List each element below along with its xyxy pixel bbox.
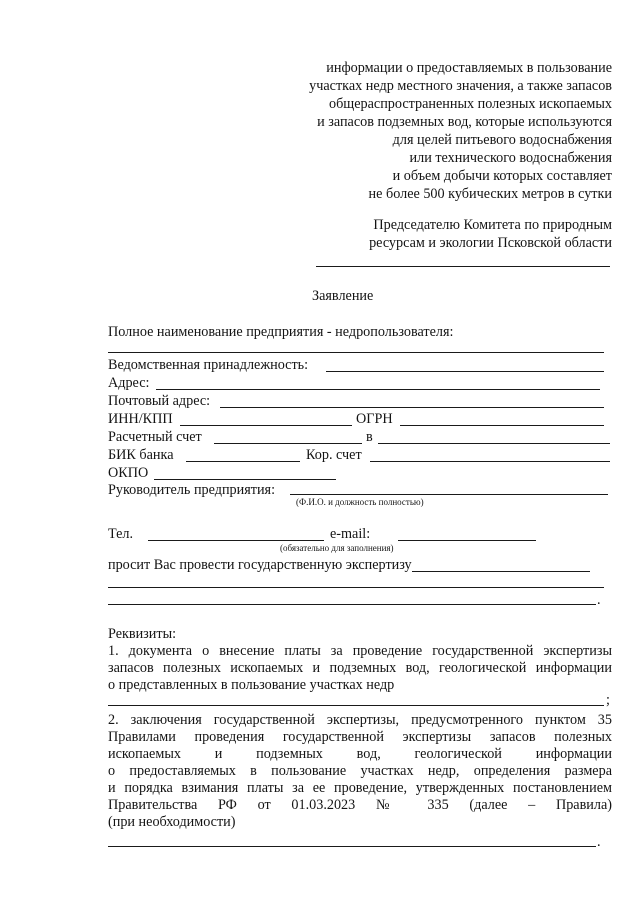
inn-kpp-field[interactable]	[180, 425, 352, 426]
requisite-2-line: и порядка взимания платы за ее проведение, утвержденных постановлением	[108, 780, 612, 796]
requisite-1-line: запасов полезных ископаемых и подземных вод, геологической информации	[108, 660, 612, 676]
account-field[interactable]	[214, 443, 362, 444]
request-period: .	[597, 592, 601, 608]
request-field-line-2[interactable]	[108, 587, 604, 588]
corr-account-label: Кор. счет	[306, 447, 362, 463]
requisite-2-line: (при необходимости)	[108, 814, 236, 830]
header-line: информации о предоставляемых в пользование	[326, 60, 612, 76]
addressee-signature-line[interactable]	[316, 266, 610, 267]
header-line: для целей питьевого водоснабжения	[392, 132, 612, 148]
okpo-field[interactable]	[154, 479, 336, 480]
account-label: Расчетный счет	[108, 429, 202, 445]
requisite-2-line: ископаемых и подземных вод, геологической информации	[108, 746, 612, 762]
addressee-line: ресурсам и экологии Псковской области	[369, 235, 612, 251]
full-name-label: Полное наименование предприятия - недропользователя:	[108, 324, 454, 340]
ogrn-field[interactable]	[400, 425, 604, 426]
head-hint: (Ф.И.О. и должность полностью)	[296, 497, 424, 507]
requisite-1-field[interactable]	[108, 705, 604, 706]
bik-field[interactable]	[186, 461, 300, 462]
department-field[interactable]	[326, 371, 604, 372]
bank-in-label: в	[366, 429, 373, 445]
requisite-1-line: о представленных в пользование участках недр	[108, 677, 395, 693]
postal-address-field[interactable]	[220, 407, 604, 408]
department-label: Ведомственная принадлежность:	[108, 357, 309, 373]
bik-label: БИК банка	[108, 447, 174, 463]
header-line: и запасов подземных вод, которые используются	[317, 114, 612, 130]
requisite-2-line: о предоставляемых в пользование участках недр, определения размера	[108, 763, 612, 779]
requisite-1-line: 1. документа о внесение платы за проведение государственной экспертизы	[108, 643, 612, 659]
header-line: общераспространенных полезных ископаемых	[328, 96, 612, 112]
email-label: e-mail:	[330, 526, 371, 542]
bank-name-field[interactable]	[378, 443, 610, 444]
email-hint: (обязательно для заполнения)	[280, 543, 394, 553]
phone-field[interactable]	[148, 540, 324, 541]
requisite-2-line: 2. заключения государственной экспертизы, предусмотренного пунктом 35	[108, 712, 612, 728]
requisites-heading: Реквизиты:	[108, 626, 177, 642]
header-line: не более 500 кубических метров в сутки	[368, 186, 612, 202]
address-field[interactable]	[156, 389, 600, 390]
document-title: Заявление	[312, 288, 374, 304]
corr-account-field[interactable]	[370, 461, 610, 462]
header-line: или технического водоснабжения	[409, 150, 612, 166]
okpo-label: ОКПО	[108, 465, 149, 481]
phone-label: Тел.	[108, 526, 134, 542]
request-field[interactable]	[412, 571, 590, 572]
inn-kpp-label: ИНН/КПП	[108, 411, 173, 427]
request-field-line-3[interactable]	[108, 604, 596, 605]
requisite-2-field[interactable]	[108, 846, 596, 847]
full-name-field[interactable]	[108, 352, 604, 353]
postal-address-label: Почтовый адрес:	[108, 393, 211, 409]
address-label: Адрес:	[108, 375, 150, 391]
requisite-2-period: .	[597, 834, 601, 850]
requisite-2-line: Правительства РФ от 01.03.2023 № 335 (далее – Правила)	[108, 797, 612, 813]
header-line: и объем добычи которых составляет	[392, 168, 612, 184]
head-field[interactable]	[290, 494, 608, 495]
head-label: Руководитель предприятия:	[108, 482, 276, 498]
requisite-1-semicolon: ;	[606, 692, 610, 708]
requisite-2-line: Правилами проведения государственной экспертизы запасов полезных	[108, 729, 612, 745]
request-text: просит Вас провести государственную экспертизу	[108, 557, 412, 573]
header-line: участках недр местного значения, а также запасов	[309, 78, 612, 94]
ogrn-label: ОГРН	[356, 411, 393, 427]
email-field[interactable]	[398, 540, 536, 541]
addressee-line: Председателю Комитета по природным	[373, 217, 612, 233]
